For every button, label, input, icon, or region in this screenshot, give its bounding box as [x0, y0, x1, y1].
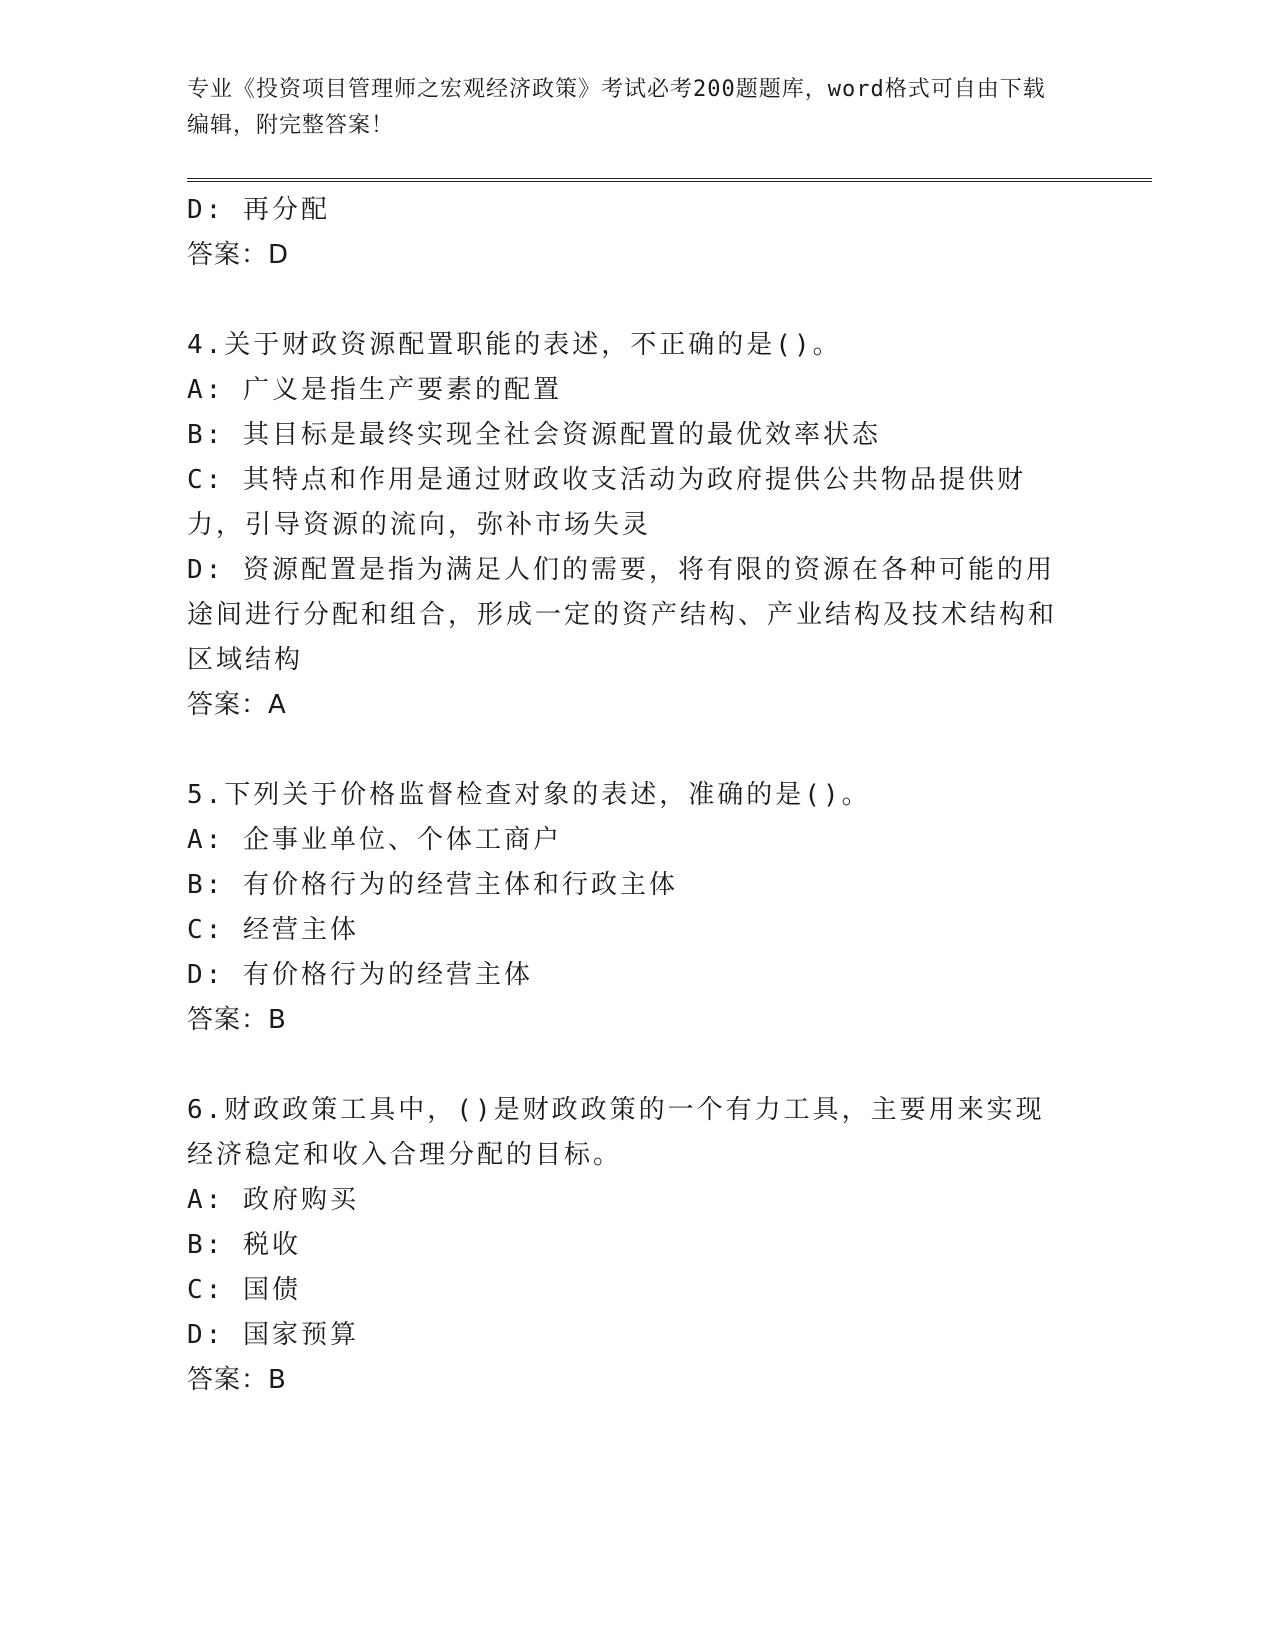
option-d: D: 国家预算	[187, 1320, 359, 1350]
answer-line: 答案：A	[187, 690, 287, 720]
option-b: B: 税收	[187, 1230, 301, 1260]
question-stem: 5.下列关于价格监督检查对象的表述，准确的是()。	[187, 780, 871, 810]
document-header: 专业《投资项目管理师之宏观经济政策》考试必考200题题库，word格式可自由下载编辑，附完整答案！	[187, 77, 1046, 138]
answer-line: 答案：D	[187, 240, 290, 270]
question-6	[187, 1088, 1067, 1403]
option-c: C: 其特点和作用是通过财政收支活动为政府提供公共物品提供财力，引导资源的流向，弥补市场失灵	[187, 465, 1026, 540]
spacer	[187, 278, 1067, 323]
question-4	[187, 323, 1067, 728]
option-c: C: 经营主体	[187, 915, 359, 945]
option-a: A: 政府购买	[187, 1185, 359, 1215]
spacer	[187, 1043, 1067, 1088]
question-stem: 4.关于财政资源配置职能的表述，不正确的是()。	[187, 330, 842, 360]
document-body	[187, 188, 1067, 1403]
option-a: A: 企事业单位、个体工商户	[187, 825, 562, 855]
option-a: A: 广义是指生产要素的配置	[187, 375, 562, 405]
option-d: D: 有价格行为的经营主体	[187, 960, 533, 990]
header-divider	[187, 178, 1152, 182]
answer-line: 答案：B	[187, 1365, 287, 1395]
option-d: D: 资源配置是指为满足人们的需要，将有限的资源在各种可能的用途间进行分配和组合，形成一定的资产结构、产业结构及技术结构和区域结构	[187, 555, 1058, 675]
question-stem: 6.财政政策工具中，()是财政政策的一个有力工具，主要用来实现经济稳定和收入合理分配的目标。	[187, 1095, 1045, 1170]
answer-line: 答案：B	[187, 1005, 287, 1035]
option-b: B: 其目标是最终实现全社会资源配置的最优效率状态	[187, 420, 881, 450]
option-d: D: 再分配	[187, 195, 330, 225]
option-b: B: 有价格行为的经营主体和行政主体	[187, 870, 678, 900]
question-5	[187, 773, 1067, 1043]
option-c: C: 国债	[187, 1275, 301, 1305]
spacer	[187, 728, 1067, 773]
